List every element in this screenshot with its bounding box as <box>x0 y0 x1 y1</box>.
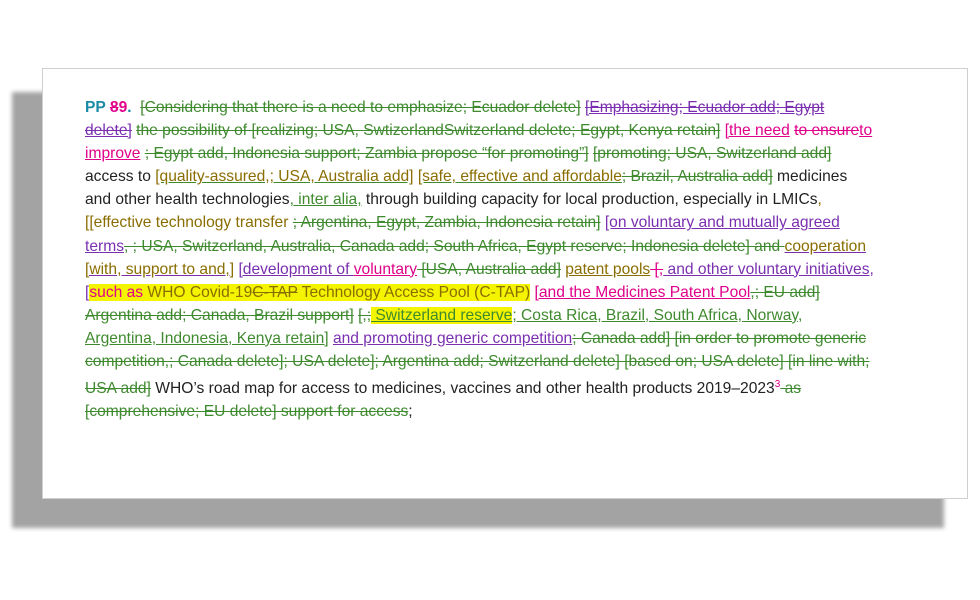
deleted-text: [USA, Australia add] <box>417 260 561 278</box>
highlighted-text: Technology Access Pool (C-TAP) <box>297 283 531 301</box>
bracketed-text: [safe, effective and affordable <box>417 168 622 186</box>
deleted-text: ; Brazil, Australia add] <box>621 168 773 186</box>
bracketed-text: [development of <box>238 260 354 278</box>
old-number: 8 <box>109 99 119 116</box>
deleted-text: [,; <box>358 306 372 324</box>
inserted-text: [and the Medicines Patent Pool <box>534 283 751 301</box>
inserted-text: to improve <box>85 122 873 163</box>
bracketed-text: [quality-assured,; USA, Australia add] <box>155 168 414 186</box>
deleted-text: ; Canada add] [in order to promote generic competition,; Canada delete]; USA delete]; Argentina add; Switzerland delete] [based on; USA delete] [in line with; USA add] <box>85 329 870 398</box>
body-text: through building capacity for local production, especially in LMICs <box>365 191 818 209</box>
deleted-text: ,; EU add] Argentina add; Canada, Brazil support] <box>85 283 820 324</box>
paragraph-label <box>85 99 132 116</box>
label-dot: . <box>127 99 132 116</box>
new-number: 9 <box>118 99 128 116</box>
footnote-ref[interactable]: 3 <box>774 379 781 391</box>
body-text: and other voluntary initiatives, [ <box>85 260 874 301</box>
body-text: WHO’s road map for access to medicines, vaccines and other health products 2019–2023 <box>155 380 775 398</box>
inserted-text: [the need <box>724 122 790 140</box>
deleted-text: , ; USA, Switzerland, Australia, Canada add; South Africa, Egypt reserve; Indonesia delete] and <box>123 237 785 255</box>
inserted-text: voluntary <box>353 260 418 278</box>
deleted-text: [Considering that there is a need to emphasize; Ecuador delete] <box>140 99 581 116</box>
inserted-text: [on voluntary and mutually agreed terms <box>85 214 840 255</box>
body-text: access to <box>85 168 156 186</box>
highlighted-text: Switzerland reserve <box>371 306 513 324</box>
inserted-text: ; Costa Rica, Brazil, South Africa, Norway, Argentina, Indonesia, Kenya retain] <box>85 306 803 347</box>
bracketed-text: patent pools <box>565 260 651 278</box>
body-text: ; <box>408 403 413 421</box>
deleted-text: [Emphasizing; Ecuador add; Egypt delete] <box>85 99 825 140</box>
deleted-text: ; Egypt add, Indonesia support; Zambia propose “for promoting”] <box>144 145 589 163</box>
deleted-text: C-TAP <box>252 283 298 301</box>
body-text: medicines and other health technologies <box>85 168 848 209</box>
deleted-text: ; Argentina, Egypt, Zambia, Indonesia retain] <box>292 214 601 232</box>
deleted-text: [promoting; USA, Switzerland add] <box>592 145 832 163</box>
inserted-text: , inter alia, <box>289 191 362 209</box>
bracketed-text: , [[effective technology transfer <box>85 191 822 232</box>
paragraph-pp9 <box>85 96 875 424</box>
bracketed-text: cooperation [with, support to and,] <box>85 237 867 278</box>
document-page <box>42 68 968 499</box>
deleted-text: to ensure <box>794 122 860 140</box>
pp-label: PP <box>85 99 106 116</box>
highlighted-text: such as <box>89 283 144 301</box>
highlighted-text: WHO Covid-19 <box>143 283 253 301</box>
deleted-text: as [comprehensive; EU delete] support for access <box>85 380 802 421</box>
inserted-text: and promoting generic competition <box>332 329 573 347</box>
deleted-text: the possibility of [realizing; USA, SwtizerlandSwitzerland delete; Egypt, Kenya retain] <box>136 122 721 140</box>
deleted-text: [, <box>650 260 664 278</box>
